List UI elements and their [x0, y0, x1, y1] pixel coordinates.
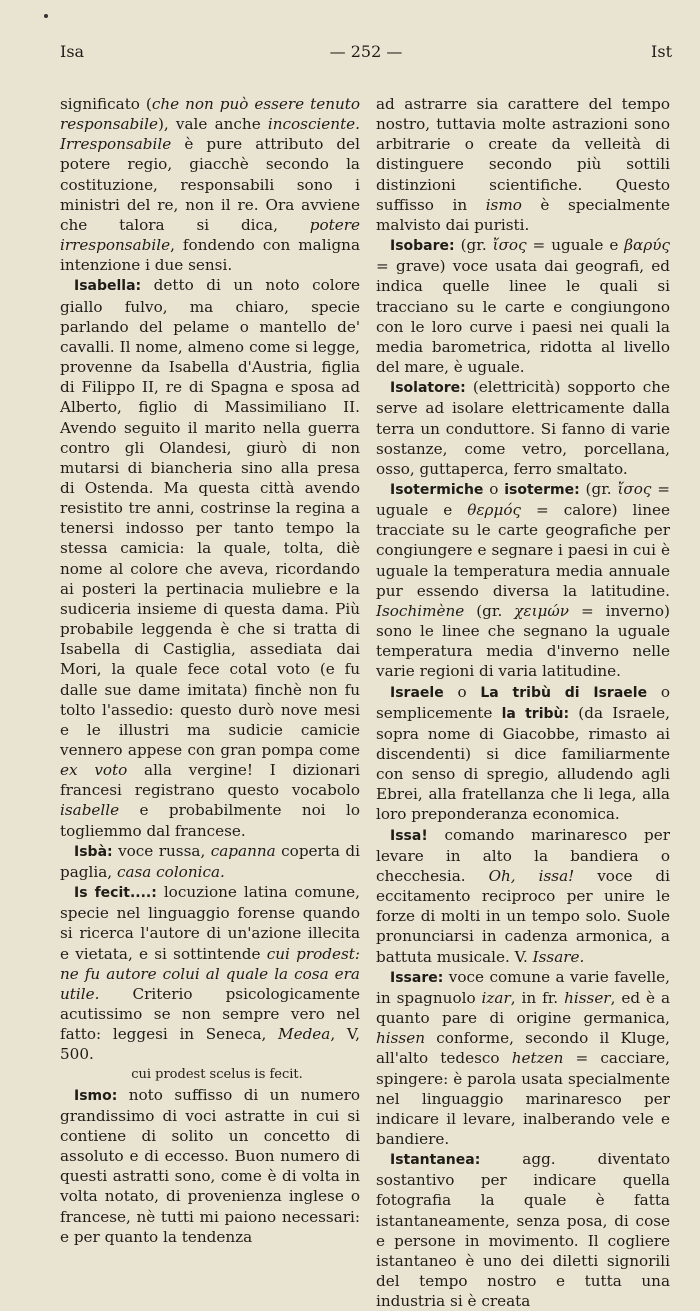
headword: isoterme:: [504, 481, 580, 498]
headword: Is fecit....:: [74, 885, 157, 902]
headword: Isbà:: [74, 843, 113, 860]
margin-dot: [44, 14, 48, 18]
entry-ismo: Ismo: noto suffisso di un numero grandissimo di voci astratte in cui si contiene di solito un concetto di assoluto e di eccesso. Buon numero di questi astratti sono, come è di volta in volta notato, di provenienza inglese o francese, nè tutti mi paiono necessari: e per quanto la tendenza: [60, 1085, 360, 1246]
header-right-guide: Ist: [651, 42, 672, 61]
headword: Isobare:: [390, 238, 455, 255]
entry-isba: Isbà: voce russa, capanna coperta di paglia, casa colonica.: [60, 841, 360, 881]
headword: Israele: [390, 684, 444, 701]
entry-isabella: Isabella: detto di un noto colore giallo fulvo, ma chiaro, specie parlando del pelame o mantello de' cavalli. Il nome, almeno come si legge, provenne da Isabella d'Austria, figlia di Filippo II, re di Spagna e sposa ad Alberto, figlio di Massimiliano II. Avendo seguito il marito nella guerra contro gli Olandesi, giurò di non mutarsi di biancheria sino alla presa di Ostenda. Ma questa città avendo resistito tre anni, costrinse la regina a tenersi indosso per tanto tempo la stessa camicia: la quale, tolta, diè nome al colore che aveva, ricordando ai posteri la pertinacia muliebre e la sudiceria insieme di questa dama. Più probabile leggenda è che si tratta di Isabella di Castiglia, assediata dai Mori, la quale fece cotal voto (e fu dalle sue dame imitata) finchè non fu tolto l'assedio: questo durò nove mesi e le illustri ma sudicie camicie vennero appese con gran pompa come ex voto alla vergine! I dizionari francesi registrano questo vocabolo isabelle e probabilmente noi lo togliemmo dal francese.: [60, 276, 360, 840]
headword: Ismo:: [74, 1087, 118, 1104]
headword: Isabella:: [74, 278, 142, 295]
entry-isolatore: Isolatore: (elettricità) sopporto che serve ad isolare elettricamente dalla terra un conduttore. Si fanno di varie sostanze, come vetro, porcellana, osso, guttaperca, ferro smaltato.: [376, 378, 670, 478]
right-column: [376, 94, 670, 1311]
headword: Isotermiche: [390, 481, 484, 498]
headword: La tribù di Israele: [480, 684, 648, 701]
headword: Issare:: [390, 969, 444, 986]
entry-israele: Israele o La tribù di Israele o semplicemente la tribù: (da Israele, sopra nome di Giacobbe, rimasto ai discendenti) si dice familiarmente con senso di spregio, alludendo agli Ebrei, alla fratellanza che li lega, alla loro preponderanza economica.: [376, 682, 670, 824]
headword: Issa!: [390, 827, 428, 844]
headword: Istantanea:: [390, 1152, 481, 1169]
entry-issa: Issa! comando marinaresco per levare in alto la bandiera o checchesia. Oh, issa! voce di eccitamento reciproco per unire le forze di molti in un tempo solo. Suole pronunciarsi in cadenza armonica, a battuta musicale. V. Issare.: [376, 825, 670, 966]
headword: la tribù:: [501, 705, 570, 722]
running-header: [60, 42, 672, 68]
entry-isotermiche: Isotermiche o isoterme: (gr. ἴσος = uguale e θερμός = calore) linee tracciate su le carte geografiche per congiungere e segnare i paesi in cui è uguale la temperatura media annuale pur essendo diversa la latitudine. Isochimène (gr. χειμών = inverno) sono le linee che segnano la uguale temperatura media d'inverno nelle varie regioni di varia latitudine.: [376, 479, 670, 681]
page-number: — 252 —: [329, 42, 403, 61]
entry-continuation: significato (che non può essere tenuto responsabile), vale anche incosciente. Irresponsabile è pure attributo del potere regio, giacchè secondo la costituzione, responsabili sono i ministri del re, non il re. Ora avviene che talora si dica, potere irresponsabile, fondendo con maligna intenzione i due sensi.: [60, 95, 361, 275]
entry-continuation: ad astrarre sia carattere del tempo nostro, tuttavia molte astrazioni sono arbitrarie o create da velleità di distinguere secondo più sottili distinzioni scientifiche. Questo suffisso in ismo è specialmente malvisto dai puristi.: [376, 95, 671, 234]
latin-quotation: cui prodest scelus is fecit.: [131, 1066, 303, 1082]
entry-is-fecit: Is fecit....: locuzione latina comune, specie nel linguaggio forense quando si ricerca l'autore di un'azione illecita e vietata, e si sottintende cui prodest: ne fu autore colui al quale la cosa era utile. Criterio psicologicamente acutissimo se non sempre vero nel fatto: leggesi in Seneca, Medea, V, 500.: [60, 883, 361, 1064]
headword: Isolatore:: [390, 380, 466, 397]
entry-issare: Issare: voce comune a varie favelle, in spagnuolo izar, in fr. hisser, ed è a quanto pare di origine germanica, hissen conforme, secondo il Kluge, all'alto tedesco hetzen = cacciare, spingere: è parola usata specialmente nel linguaggio marinaresco per indicare il levare, inalberando vele e bandiere.: [376, 967, 670, 1148]
entry-istantanea: Istantanea: agg. diventato sostantivo per indicare quella fotografia la quale è fatta istantaneamente, senza posa, di cose e persone in movimento. Il cogliere istantaneo è uno dei diletti signorili del tempo nostro e tutta una industria si è creata: [376, 1150, 670, 1311]
entry-isobare: Isobare: (gr. ἴσος = uguale e βαρύς = grave) voce usata dai geografi, ed indica quelle linee le quali si tracciano su le carte e congiungono con le loro curve i paesi nei quali la media barometrica, ridotta al livello del mare, è uguale.: [376, 236, 670, 377]
header-left-guide: Isa: [60, 42, 85, 61]
left-column: [60, 94, 360, 1247]
